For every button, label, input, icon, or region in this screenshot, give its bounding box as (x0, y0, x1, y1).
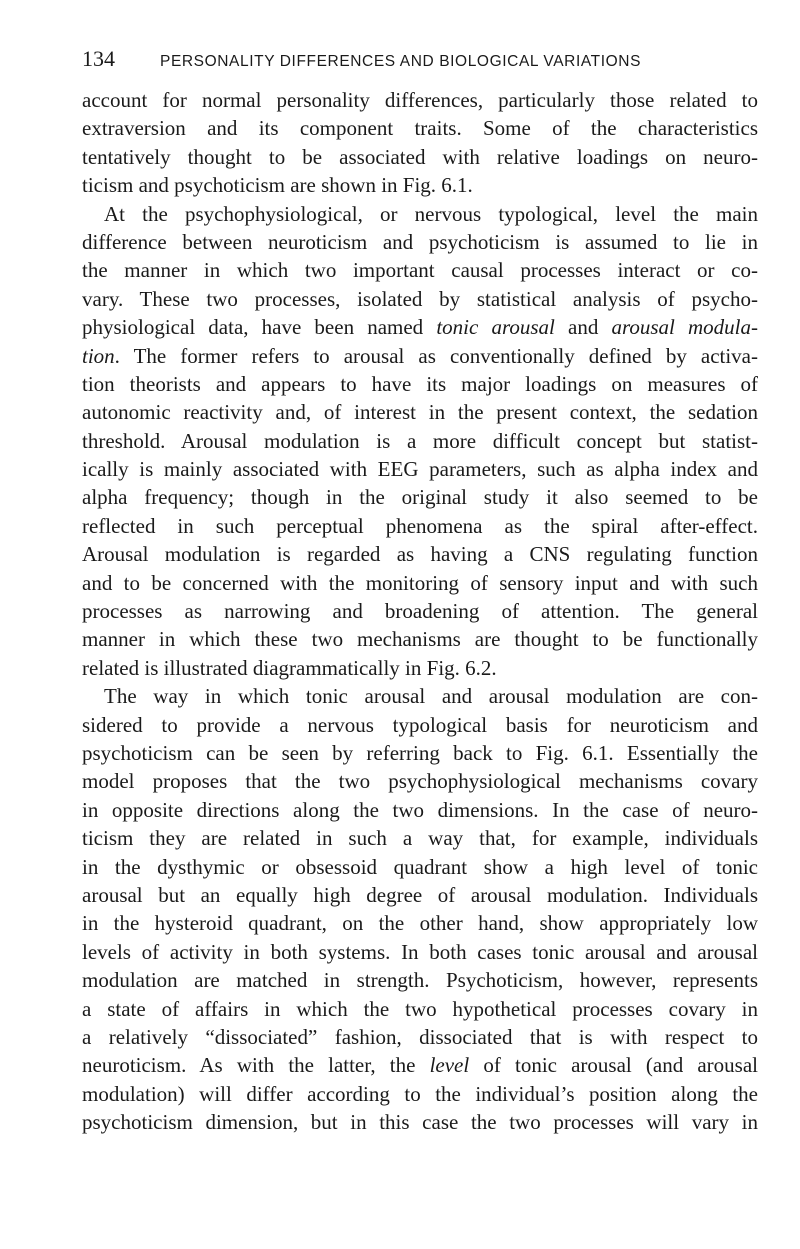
text-line: psychoticism dimension, but in this case the two processes will vary in (82, 1110, 758, 1135)
italic-term: tonic arousal (436, 315, 555, 340)
text-line: model proposes that the two psychophysiological mechanisms covary (82, 769, 758, 794)
body-text (82, 86, 758, 1136)
text-line: processes as narrowing and broadening of attention. The general (82, 599, 758, 624)
text-line: difference between neuroticism and psychoticism is assumed to lie in (82, 229, 758, 254)
text-line: modulation are matched in strength. Psychoticism, however, represents (82, 968, 758, 993)
text-line: modulation) will differ according to the individual’s position along the (82, 1081, 758, 1106)
text-line: ically is mainly associated with EEG parameters, such as alpha index and (82, 457, 758, 482)
text-line: alpha frequency; though in the original study it also seemed to be (82, 485, 758, 510)
italic-term: level (429, 1053, 470, 1078)
text-line: arousal but an equally high degree of arousal modulation. Individuals (82, 882, 758, 907)
text-line: account for normal personality differences, particularly those related to (82, 88, 758, 112)
paragraph-1 (82, 86, 758, 200)
text-line: sidered to provide a nervous typological basis for neuroticism and (82, 712, 758, 737)
text-run: of tonic arousal (and arousal (469, 1053, 758, 1078)
text-line: ticism they are related in such a way that, for example, individuals (82, 826, 758, 851)
text-line: a state of affairs in which the two hypothetical processes covary in (82, 996, 758, 1021)
text-line-mixed (82, 342, 758, 370)
running-head-title: PERSONALITY DIFFERENCES AND BIOLOGICAL VARIATIONS (160, 53, 642, 70)
text-line: in opposite directions along the two dimensions. In the case of neuro- (82, 797, 758, 822)
text-line: and to be concerned with the monitoring of sensory input and with such (82, 570, 758, 595)
text-run: neuroticism. As with the latter, the (82, 1053, 430, 1078)
text-line: psychoticism can be seen by referring back to Fig. 6.1. Essentially the (82, 740, 758, 765)
text-line: the manner in which two important causal processes interact or co- (82, 258, 758, 283)
text-line: in the hysteroid quadrant, on the other hand, show appropriately low (82, 911, 758, 936)
text-line: manner in which these two mechanisms are thought to be functionally (82, 627, 758, 652)
text-run: . The former refers to arousal as conventionally defined by activa- (114, 343, 758, 368)
text-line: threshold. Arousal modulation is a more difficult concept but statist- (82, 428, 758, 453)
text-line: tion theorists and appears to have its major loadings on measures of (82, 371, 758, 396)
text-line-mixed (82, 1051, 758, 1079)
text-run: physiological data, have been named (82, 315, 437, 340)
text-line: extraversion and its component traits. Some of the characteristics (82, 116, 758, 141)
page-number: 134 (82, 46, 115, 71)
paragraph-2 (82, 200, 758, 683)
italic-term: arousal modula- (611, 315, 758, 340)
text-line: reflected in such perceptual phenomena as the spiral after-effect. (82, 513, 758, 538)
text-line: autonomic reactivity and, of interest in the present context, the sedation (82, 400, 758, 425)
text-run: and (554, 315, 612, 340)
text-line: vary. These two processes, isolated by statistical analysis of psycho- (82, 286, 758, 311)
text-line: a relatively “dissociated” fashion, dissociated that is with respect to (82, 1024, 758, 1049)
text-line: The way in which tonic arousal and arousal modulation are con- (104, 684, 758, 709)
text-line-mixed (82, 313, 758, 341)
text-line: ticism and psychoticism are shown in Fig. 6.1. (82, 173, 473, 198)
text-line: At the psychophysiological, or nervous typological, level the main (104, 201, 758, 226)
paragraph-3 (82, 682, 758, 1136)
running-head (82, 46, 722, 80)
text-line: related is illustrated diagrammatically in Fig. 6.2. (82, 655, 497, 680)
text-line: levels of activity in both systems. In both cases tonic arousal and arousal (82, 939, 758, 964)
text-line: in the dysthymic or obsessoid quadrant show a high level of tonic (82, 854, 758, 879)
italic-term: tion (82, 343, 115, 368)
text-line: Arousal modulation is regarded as having a CNS regulating function (82, 542, 758, 567)
text-line: tentatively thought to be associated with relative loadings on neuro- (82, 144, 758, 169)
